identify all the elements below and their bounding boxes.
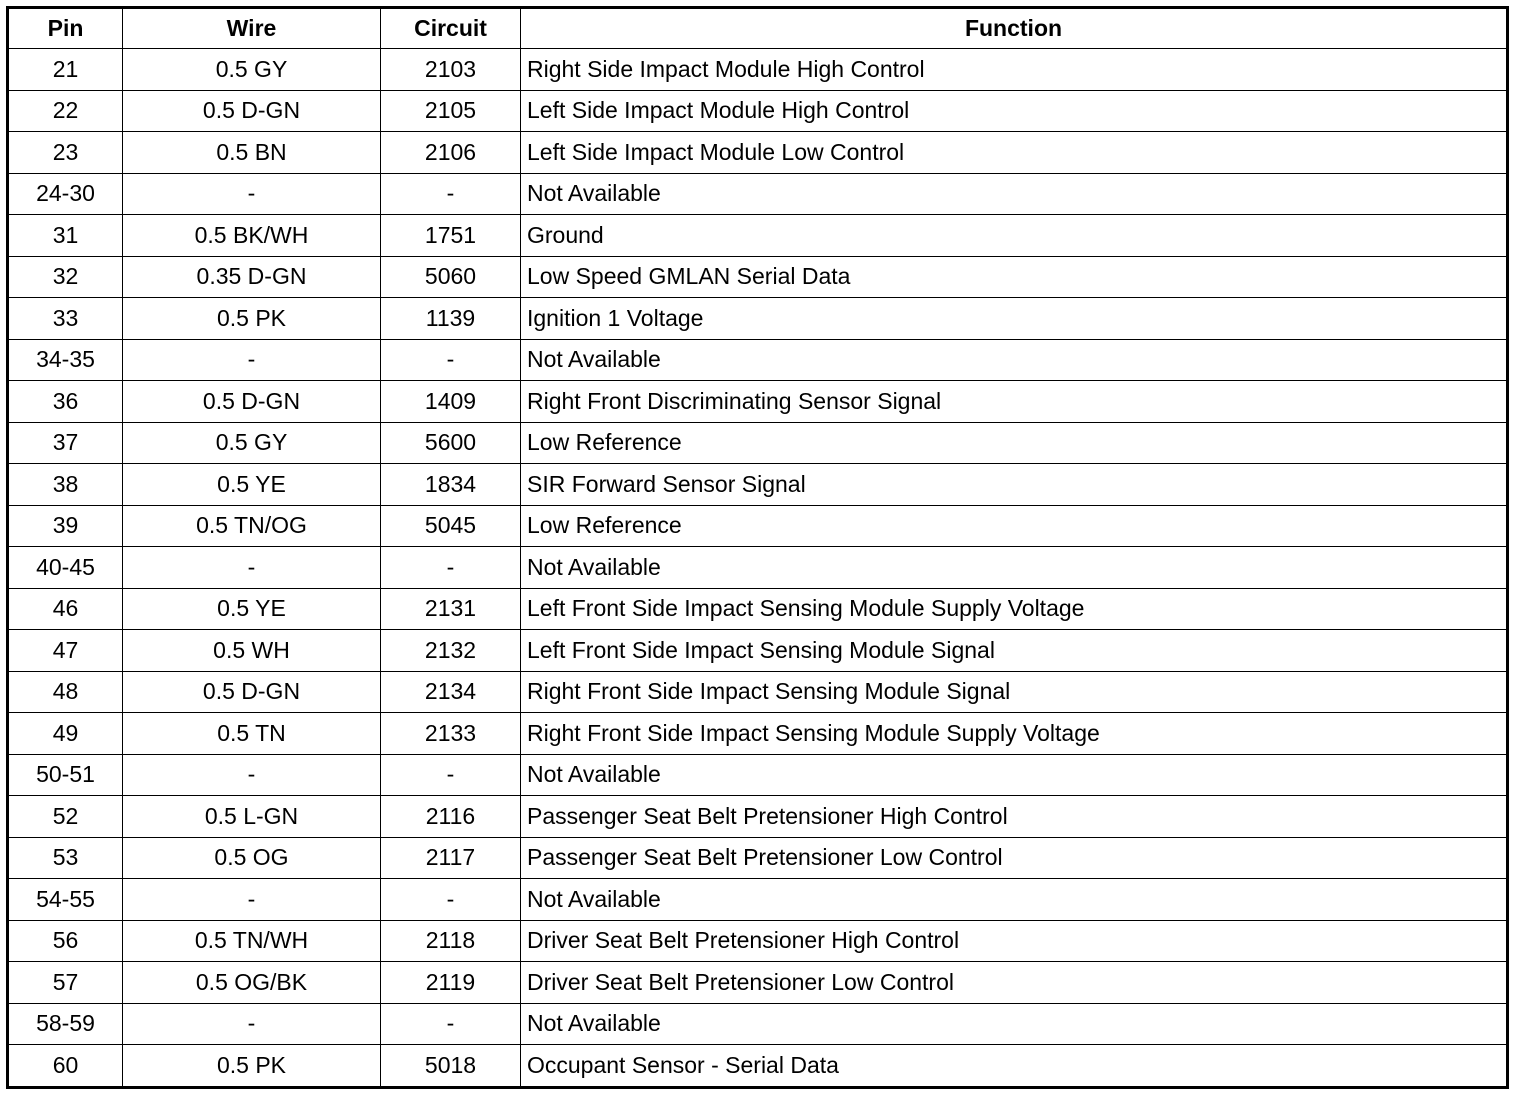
wire-cell: 0.5 L-GN — [123, 796, 381, 838]
pin-cell: 24-30 — [8, 173, 123, 215]
pin-cell: 52 — [8, 796, 123, 838]
circuit-cell: 5060 — [381, 256, 521, 298]
table-row — [8, 173, 1508, 215]
circuit-cell: 2133 — [381, 713, 521, 755]
wire-cell: - — [123, 339, 381, 381]
connector-pinout-table — [6, 6, 1509, 1089]
wire-cell: 0.5 PK — [123, 298, 381, 340]
table-row — [8, 422, 1508, 464]
table-row — [8, 215, 1508, 257]
header-row — [8, 8, 1508, 49]
function-cell: Occupant Sensor - Serial Data — [521, 1045, 1508, 1088]
wire-cell: 0.5 BN — [123, 132, 381, 174]
wire-cell: - — [123, 547, 381, 589]
table-row — [8, 298, 1508, 340]
circuit-cell: 1139 — [381, 298, 521, 340]
pin-cell: 32 — [8, 256, 123, 298]
pin-cell: 49 — [8, 713, 123, 755]
table-row — [8, 796, 1508, 838]
circuit-cell: 2116 — [381, 796, 521, 838]
table-row — [8, 256, 1508, 298]
column-header-circuit: Circuit — [381, 8, 521, 49]
function-cell: Not Available — [521, 339, 1508, 381]
pin-cell: 46 — [8, 588, 123, 630]
pin-cell: 21 — [8, 49, 123, 91]
table-row — [8, 1045, 1508, 1088]
wire-cell: 0.5 D-GN — [123, 671, 381, 713]
table-row — [8, 713, 1508, 755]
table-header — [8, 8, 1508, 49]
table-row — [8, 339, 1508, 381]
table-row — [8, 962, 1508, 1004]
wire-cell: 0.5 OG/BK — [123, 962, 381, 1004]
pin-cell: 39 — [8, 505, 123, 547]
function-cell: Right Side Impact Module High Control — [521, 49, 1508, 91]
circuit-cell: - — [381, 1003, 521, 1045]
pin-cell: 50-51 — [8, 754, 123, 796]
circuit-cell: 2103 — [381, 49, 521, 91]
pin-cell: 38 — [8, 464, 123, 506]
function-cell: Not Available — [521, 1003, 1508, 1045]
circuit-cell: 2134 — [381, 671, 521, 713]
circuit-cell: 5018 — [381, 1045, 521, 1088]
pin-cell: 33 — [8, 298, 123, 340]
pin-cell: 48 — [8, 671, 123, 713]
table-row — [8, 49, 1508, 91]
circuit-cell: - — [381, 173, 521, 215]
function-cell: Not Available — [521, 754, 1508, 796]
pin-cell: 23 — [8, 132, 123, 174]
pin-cell: 37 — [8, 422, 123, 464]
table-row — [8, 879, 1508, 921]
function-cell: Right Front Discriminating Sensor Signal — [521, 381, 1508, 423]
function-cell: Low Reference — [521, 505, 1508, 547]
wire-cell: 0.5 TN/WH — [123, 920, 381, 962]
function-cell: Passenger Seat Belt Pretensioner High Control — [521, 796, 1508, 838]
function-cell: Driver Seat Belt Pretensioner High Control — [521, 920, 1508, 962]
circuit-cell: 2119 — [381, 962, 521, 1004]
pin-cell: 53 — [8, 837, 123, 879]
wire-cell: 0.5 PK — [123, 1045, 381, 1088]
circuit-cell: 2106 — [381, 132, 521, 174]
function-cell: Low Speed GMLAN Serial Data — [521, 256, 1508, 298]
circuit-cell: 5600 — [381, 422, 521, 464]
wire-cell: 0.5 YE — [123, 588, 381, 630]
pin-cell: 56 — [8, 920, 123, 962]
function-cell: Right Front Side Impact Sensing Module Signal — [521, 671, 1508, 713]
wire-cell: - — [123, 1003, 381, 1045]
wire-cell: 0.5 WH — [123, 630, 381, 672]
function-cell: SIR Forward Sensor Signal — [521, 464, 1508, 506]
function-cell: Driver Seat Belt Pretensioner Low Control — [521, 962, 1508, 1004]
pin-cell: 31 — [8, 215, 123, 257]
function-cell: Left Front Side Impact Sensing Module Signal — [521, 630, 1508, 672]
wire-cell: 0.5 TN/OG — [123, 505, 381, 547]
wire-cell: 0.5 YE — [123, 464, 381, 506]
table-row — [8, 1003, 1508, 1045]
pin-cell: 57 — [8, 962, 123, 1004]
table-row — [8, 920, 1508, 962]
wire-cell: - — [123, 173, 381, 215]
pin-cell: 22 — [8, 90, 123, 132]
circuit-cell: - — [381, 754, 521, 796]
circuit-cell: - — [381, 547, 521, 589]
wire-cell: - — [123, 754, 381, 796]
circuit-cell: 1834 — [381, 464, 521, 506]
wire-cell: - — [123, 879, 381, 921]
table-body — [8, 49, 1508, 1088]
function-cell: Passenger Seat Belt Pretensioner Low Control — [521, 837, 1508, 879]
function-cell: Ground — [521, 215, 1508, 257]
table-row — [8, 132, 1508, 174]
circuit-cell: - — [381, 879, 521, 921]
column-header-pin: Pin — [8, 8, 123, 49]
circuit-cell: 1409 — [381, 381, 521, 423]
table-row — [8, 588, 1508, 630]
pin-cell: 40-45 — [8, 547, 123, 589]
wire-cell: 0.5 GY — [123, 422, 381, 464]
column-header-function: Function — [521, 8, 1508, 49]
pin-cell: 36 — [8, 381, 123, 423]
table-row — [8, 547, 1508, 589]
pin-cell: 58-59 — [8, 1003, 123, 1045]
function-cell: Not Available — [521, 173, 1508, 215]
wire-cell: 0.5 D-GN — [123, 90, 381, 132]
pin-cell: 54-55 — [8, 879, 123, 921]
circuit-cell: 1751 — [381, 215, 521, 257]
function-cell: Right Front Side Impact Sensing Module Supply Voltage — [521, 713, 1508, 755]
circuit-cell: 2105 — [381, 90, 521, 132]
wire-cell: 0.35 D-GN — [123, 256, 381, 298]
pin-cell: 47 — [8, 630, 123, 672]
function-cell: Not Available — [521, 879, 1508, 921]
table-row — [8, 381, 1508, 423]
wire-cell: 0.5 TN — [123, 713, 381, 755]
function-cell: Left Side Impact Module Low Control — [521, 132, 1508, 174]
function-cell: Left Side Impact Module High Control — [521, 90, 1508, 132]
table-row — [8, 630, 1508, 672]
table-row — [8, 505, 1508, 547]
pin-cell: 60 — [8, 1045, 123, 1088]
wire-cell: 0.5 OG — [123, 837, 381, 879]
table-row — [8, 754, 1508, 796]
function-cell: Not Available — [521, 547, 1508, 589]
table-row — [8, 671, 1508, 713]
table-row — [8, 90, 1508, 132]
table-row — [8, 464, 1508, 506]
wire-cell: 0.5 BK/WH — [123, 215, 381, 257]
function-cell: Left Front Side Impact Sensing Module Supply Voltage — [521, 588, 1508, 630]
wire-cell: 0.5 GY — [123, 49, 381, 91]
circuit-cell: 5045 — [381, 505, 521, 547]
circuit-cell: 2132 — [381, 630, 521, 672]
pin-cell: 34-35 — [8, 339, 123, 381]
function-cell: Ignition 1 Voltage — [521, 298, 1508, 340]
circuit-cell: 2117 — [381, 837, 521, 879]
circuit-cell: 2118 — [381, 920, 521, 962]
table-row — [8, 837, 1508, 879]
circuit-cell: - — [381, 339, 521, 381]
wire-cell: 0.5 D-GN — [123, 381, 381, 423]
function-cell: Low Reference — [521, 422, 1508, 464]
circuit-cell: 2131 — [381, 588, 521, 630]
column-header-wire: Wire — [123, 8, 381, 49]
